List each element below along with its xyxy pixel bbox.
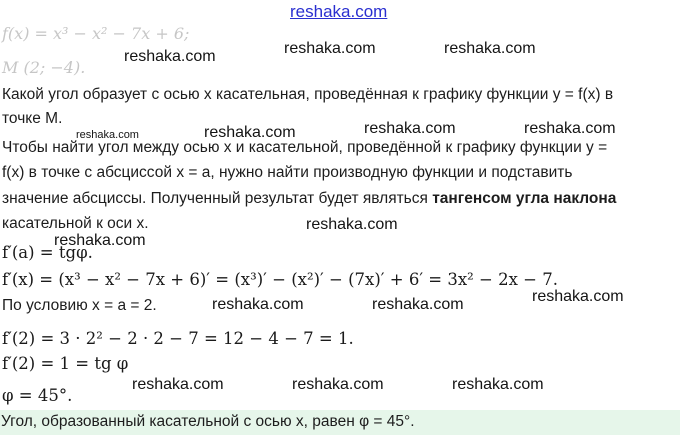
watermark: reshaka.com	[54, 232, 146, 249]
explanation-line-3	[2, 190, 616, 208]
explanation-line-2: f(x) в точке с абсциссой x = a, нужно найти производную функции и подставить	[2, 164, 573, 181]
formula-f-prime-2-calc: f′(2) = 3 · 2² − 2 · 2 − 7 = 12 − 4 − 7 = 1.	[2, 329, 354, 348]
watermark: reshaka.com	[292, 376, 384, 393]
formula-f-prime-2-tg: f′(2) = 1 = tg φ	[2, 354, 129, 373]
watermark: reshaka.com	[452, 376, 544, 393]
watermark: reshaka.com	[532, 288, 624, 305]
watermark: reshaka.com	[132, 376, 224, 393]
tangent-term: тангенсом угла наклона	[432, 190, 617, 207]
watermark: reshaka.com	[124, 48, 216, 65]
watermark-top-link[interactable]: reshaka.com	[290, 2, 388, 21]
formula-derivative: f′(x) = (x³ − x² − 7x + 6)′ = (x³)′ − (x²)′ − (7x)′ + 6′ = 3x² − 2x − 7.	[2, 270, 558, 289]
explanation-line-4: касательной к оси x.	[2, 215, 149, 232]
faded-point-line: M (2; −4).	[2, 58, 86, 77]
watermark-small: reshaka.com	[76, 129, 139, 141]
formula-f-prime-a: f′(a) = tgφ.	[2, 243, 93, 262]
watermark: reshaka.com	[204, 124, 296, 141]
watermark: reshaka.com	[444, 40, 536, 57]
answer-text: Угол, образованный касательной с осью x, равен φ = 45°.	[1, 413, 415, 430]
condition-line: По условию x = a = 2.	[2, 297, 157, 314]
formula-phi: φ = 45°.	[2, 386, 73, 405]
question-line-2: точке M.	[2, 110, 63, 127]
watermark: reshaka.com	[364, 120, 456, 137]
question-line-1: Какой угол образует с осью x касательная, проведённая к графику функции y = f(x) в	[2, 86, 614, 103]
watermark: reshaka.com	[524, 120, 616, 137]
watermark: reshaka.com	[212, 296, 304, 313]
explanation-line-3-text: значение абсциссы. Полученный результат будет являться	[2, 190, 433, 207]
faded-function-line: f(x) = x³ − x² − 7x + 6;	[2, 24, 190, 43]
watermark: reshaka.com	[372, 296, 464, 313]
explanation-line-1: Чтобы найти угол между осью x и касательной, проведённой к графику функции y =	[2, 139, 608, 156]
watermark: reshaka.com	[306, 216, 398, 233]
watermark: reshaka.com	[284, 40, 376, 57]
